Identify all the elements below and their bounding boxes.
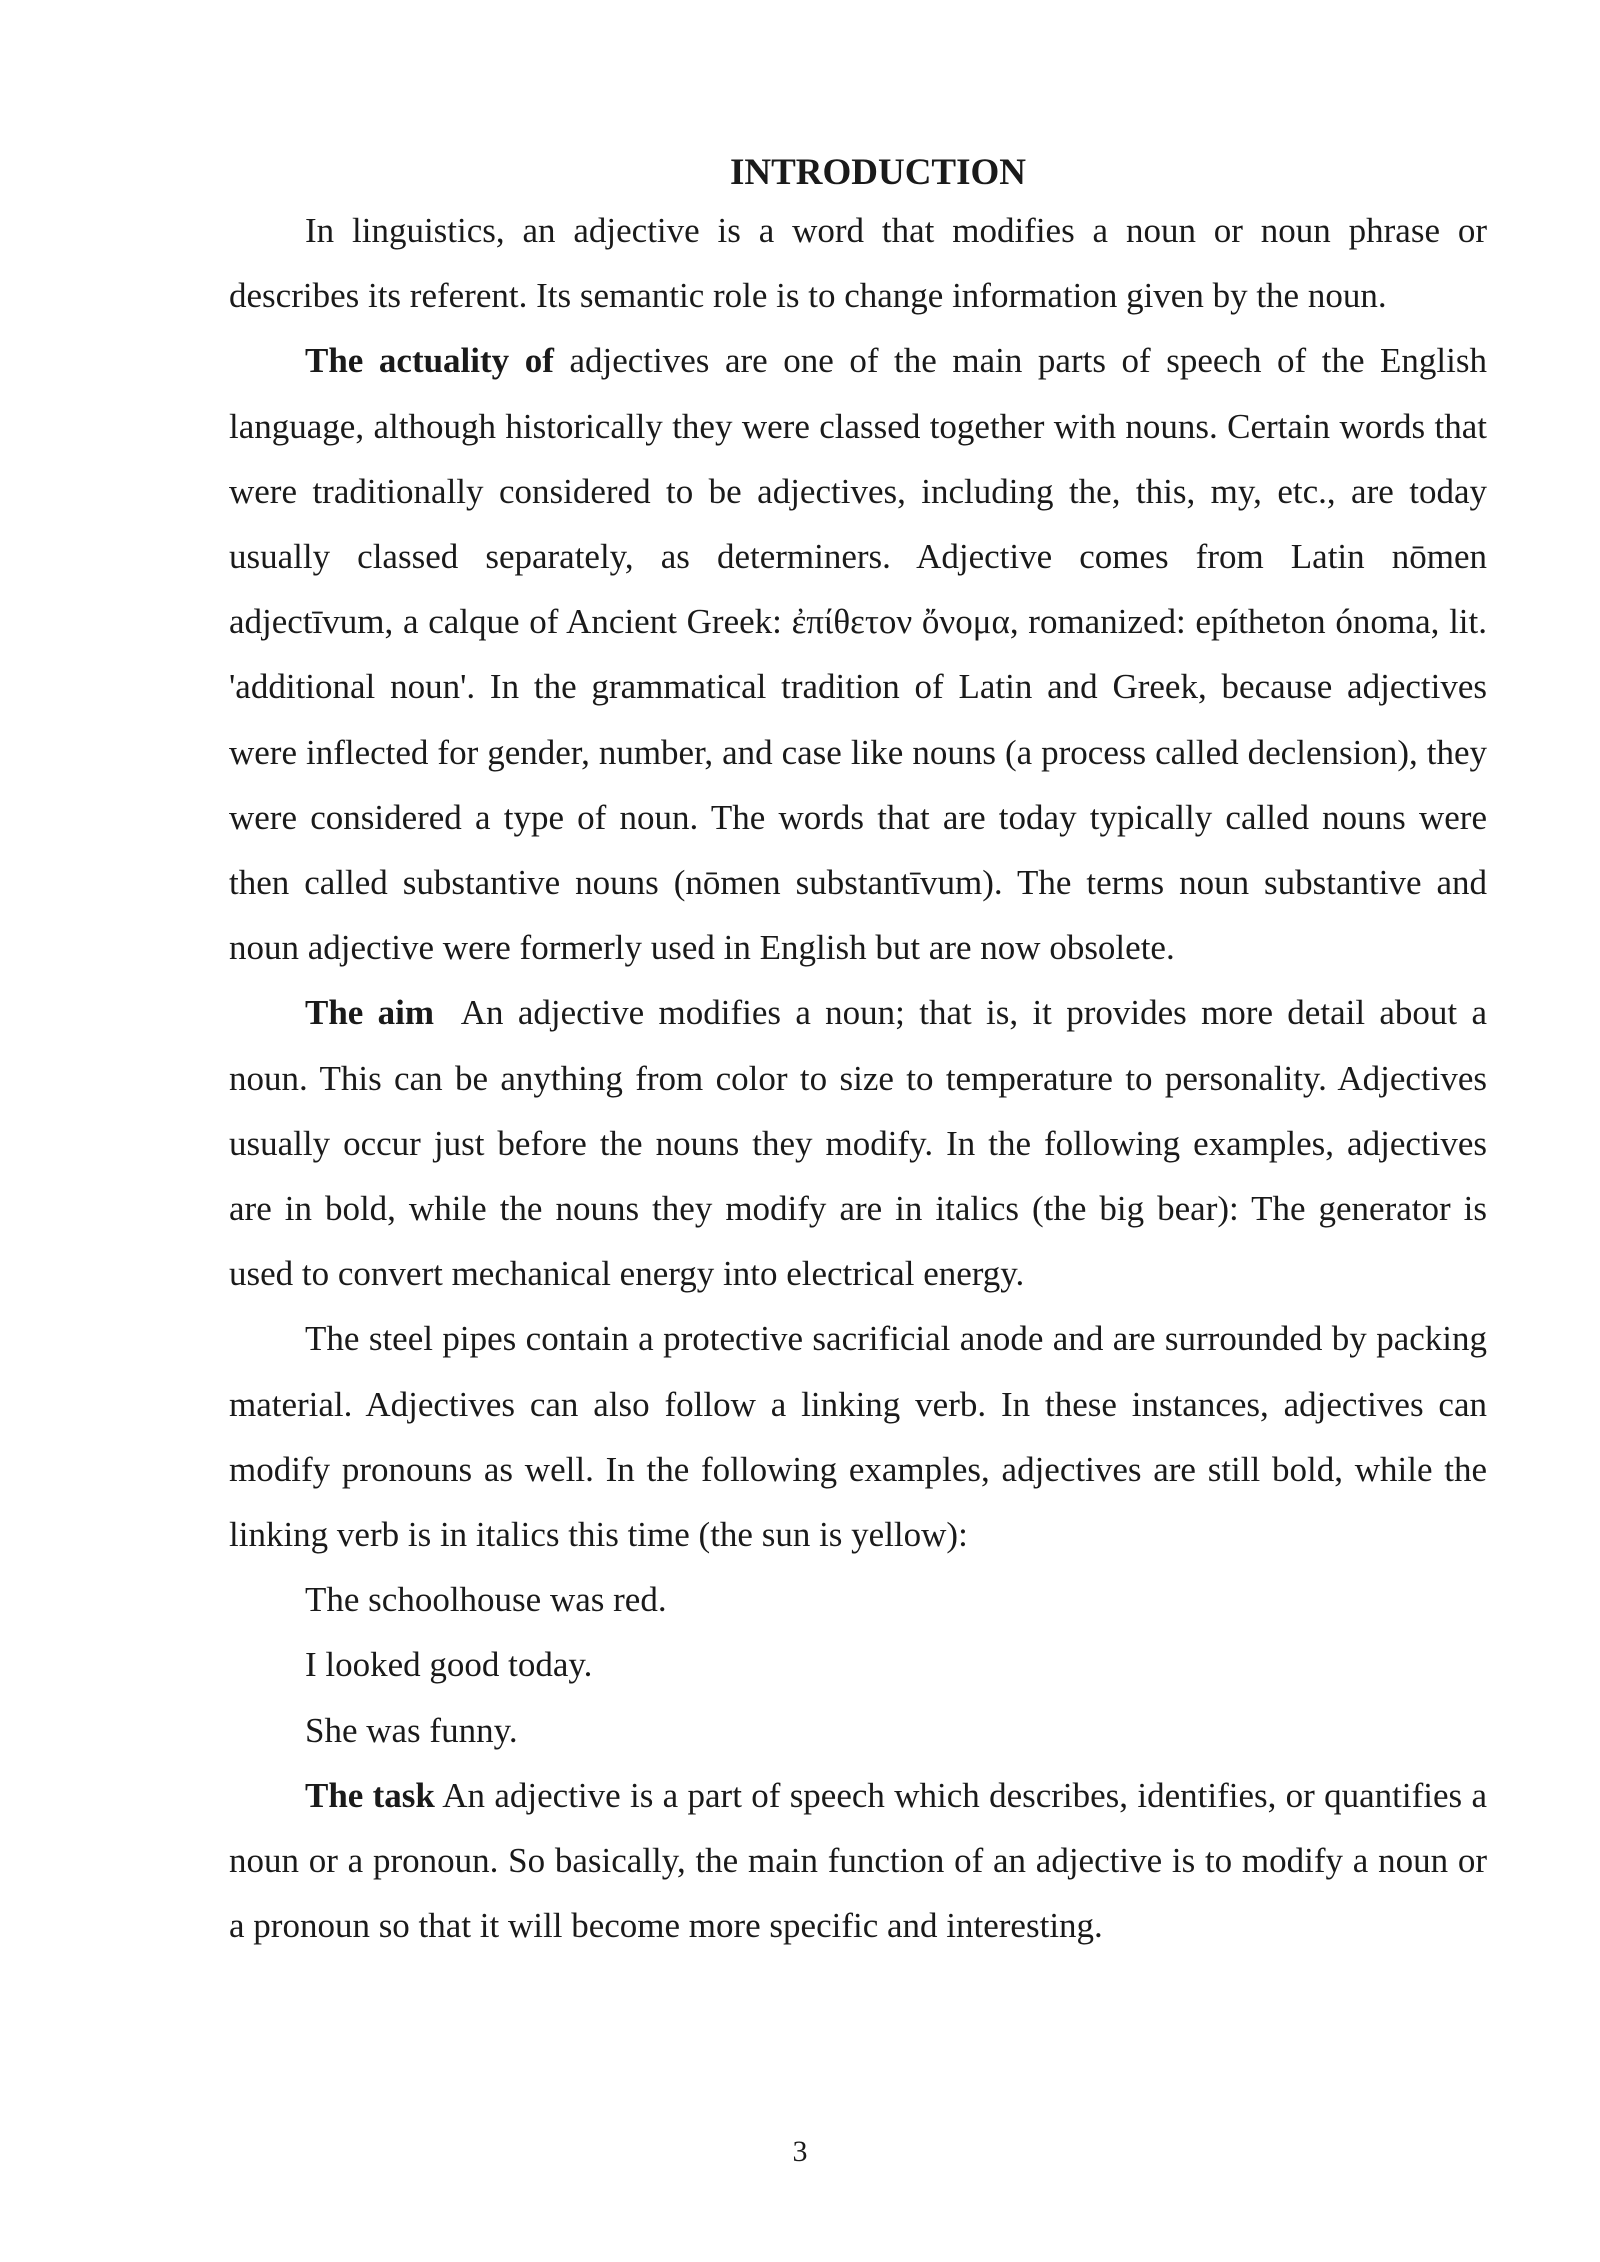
- paragraph-text: An adjective is a part of speech which describes, identifies, or quantifies a noun or a pronoun. So basically, the main function of an adjective is to modify a noun or a pronoun so that it will become more specific and interesting.: [229, 1775, 1487, 1946]
- section-title: INTRODUCTION: [729, 152, 1027, 193]
- example-line: The schoolhouse was red.: [305, 1580, 667, 1620]
- document-page: [229, 148, 1496, 1958]
- intro-paragraph: [229, 198, 1487, 328]
- paragraph-text: adjectives are one of the main parts of speech of the English language, although historically they were classed together with nouns. Certain words that were traditionally considered to be adjectives, including the, this, my, etc., are today usually classed separately, as determiners. Adjective comes from Latin nōmen adjectīvum, a calque of Ancient Greek: ἐπίθετον ὄνομα, romanized: epítheton ónoma, lit. 'additional noun'. In the grammatical tradition of Latin and Greek, because adjectives were inflected for gender, number, and case like nouns (a process called declension), they were considered a type of noun. The words that are today typically called nouns were then called substantive nouns (nōmen substantīvum). The terms noun substantive and noun adjective were formerly used in English but are now obsolete.: [229, 341, 1487, 968]
- paragraph-lead: The aim: [305, 993, 435, 1033]
- example-line: She was funny.: [305, 1710, 518, 1750]
- actuality-paragraph: [229, 328, 1487, 980]
- paragraph-text: In linguistics, an adjective is a word that modifies a noun or noun phrase or describes its referent. Its semantic role is to change information given by the noun.: [229, 211, 1487, 316]
- task-paragraph: [229, 1763, 1487, 1959]
- paragraph-text: The steel pipes contain a protective sacrificial anode and are surrounded by packing material. Adjectives can also follow a linking verb. In these instances, adjectives can modify pronouns as well. In the following examples, adjectives are still bold, while the linking verb is in italics this time (the sun is yellow):: [229, 1319, 1487, 1555]
- paragraph-lead: The actuality of: [305, 341, 554, 381]
- example-line: I looked good today.: [305, 1645, 593, 1685]
- paragraph-lead: The task: [305, 1775, 435, 1815]
- steel-pipes-paragraph: [229, 1306, 1487, 1567]
- aim-paragraph: [229, 980, 1496, 1306]
- paragraph-text: An adjective modifies a noun; that is, it provides more detail about a noun. This can be anything from color to size to temperature to personality. Adjectives usually occur just before the nouns they modify. In the following examples, adjectives are in bold, while the nouns they modify are in italics (the big bear): The generator is used to convert mechanical energy into electrical energy.: [229, 993, 1496, 1294]
- page-number: 3: [792, 2135, 808, 2168]
